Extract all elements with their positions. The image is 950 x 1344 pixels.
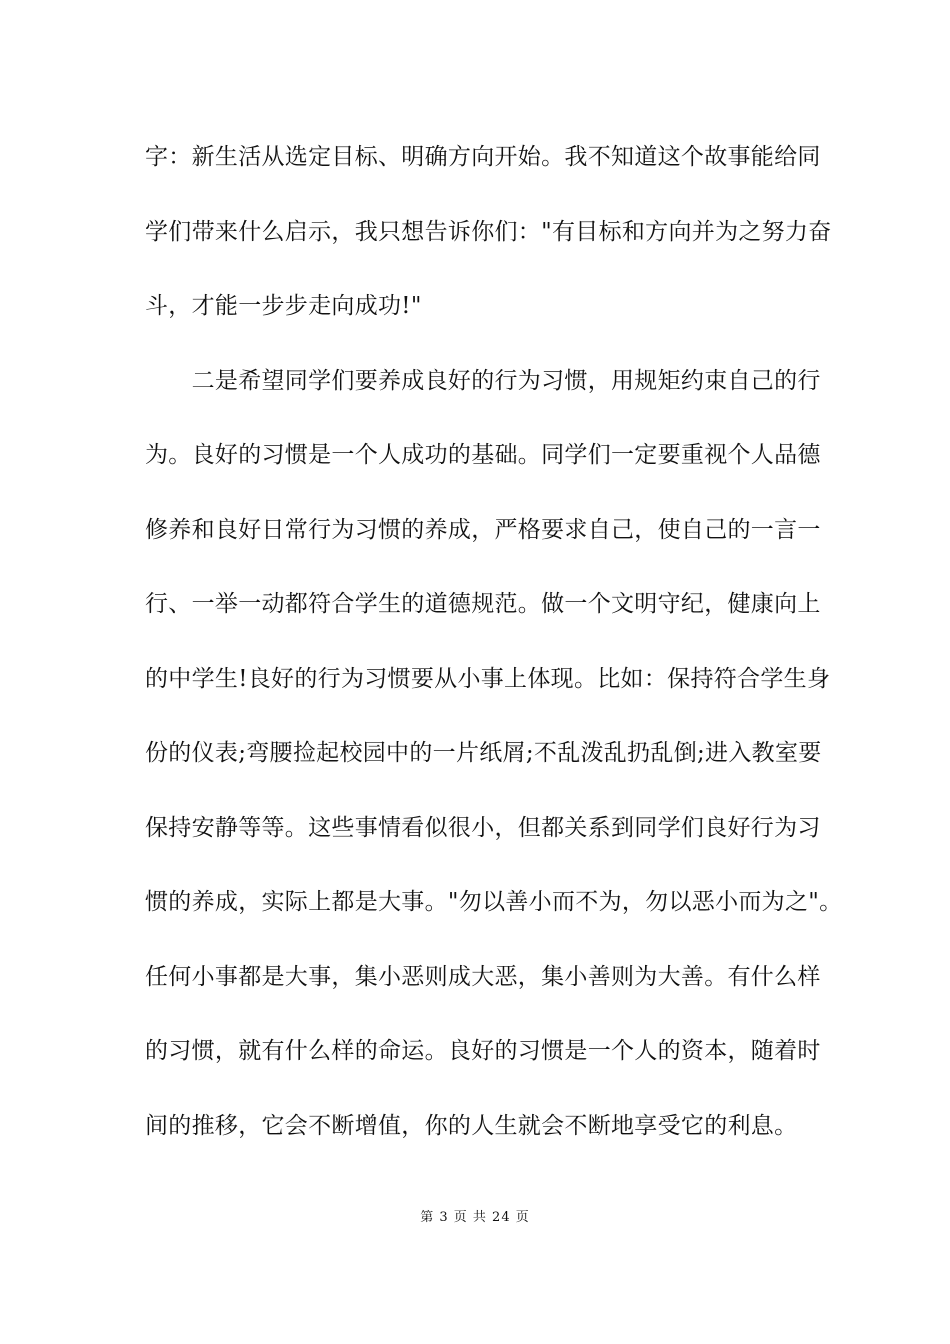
text-line: 的习惯，就有什么样的命运。良好的习惯是一个人的资本，随着时 [145, 1038, 821, 1064]
text-line: 间的推移，它会不断增值，你的人生就会不断地享受它的利息。 [145, 1112, 798, 1139]
text-line: 二是希望同学们要养成良好的行为习惯，用规矩约束自己的行 [145, 367, 821, 394]
page-footer: 第 3 页 共 24 页 [420, 1210, 530, 1225]
text-line: 行、一举一动都符合学生的道德规范。做一个文明守纪，健康向上 [145, 591, 821, 617]
text-line: 字：新生活从选定目标、明确方向开始。我不知道这个故事能给同 [145, 144, 821, 170]
text-line: 惯的养成，实际上都是大事。"勿以善小而不为，勿以恶小而为之"。 [145, 889, 843, 915]
text-line: 学们带来什么启示，我只想告诉你们："有目标和方向并为之努力奋 [145, 218, 832, 245]
text-line: 斗，才能一步步走向成功!" [145, 293, 422, 319]
body-text [145, 128, 843, 1171]
text-line: 为。良好的习惯是一个人成功的基础。同学们一定要重视个人品德 [145, 442, 821, 468]
text-line: 任何小事都是大事，集小恶则成大恶，集小善则为大善。有什么样 [145, 963, 821, 990]
text-line: 修养和良好日常行为习惯的养成，严格要求自己，使自己的一言一 [145, 516, 821, 543]
text-line: 的中学生!良好的行为习惯要从小事上体现。比如：保持符合学生身 [145, 665, 831, 692]
text-line: 份的仪表;弯腰捡起校园中的一片纸屑;不乱泼乱扔乱倒;进入教室要 [145, 740, 822, 766]
text-line: 保持安静等等。这些事情看似很小，但都关系到同学们良好行为习 [145, 814, 821, 841]
